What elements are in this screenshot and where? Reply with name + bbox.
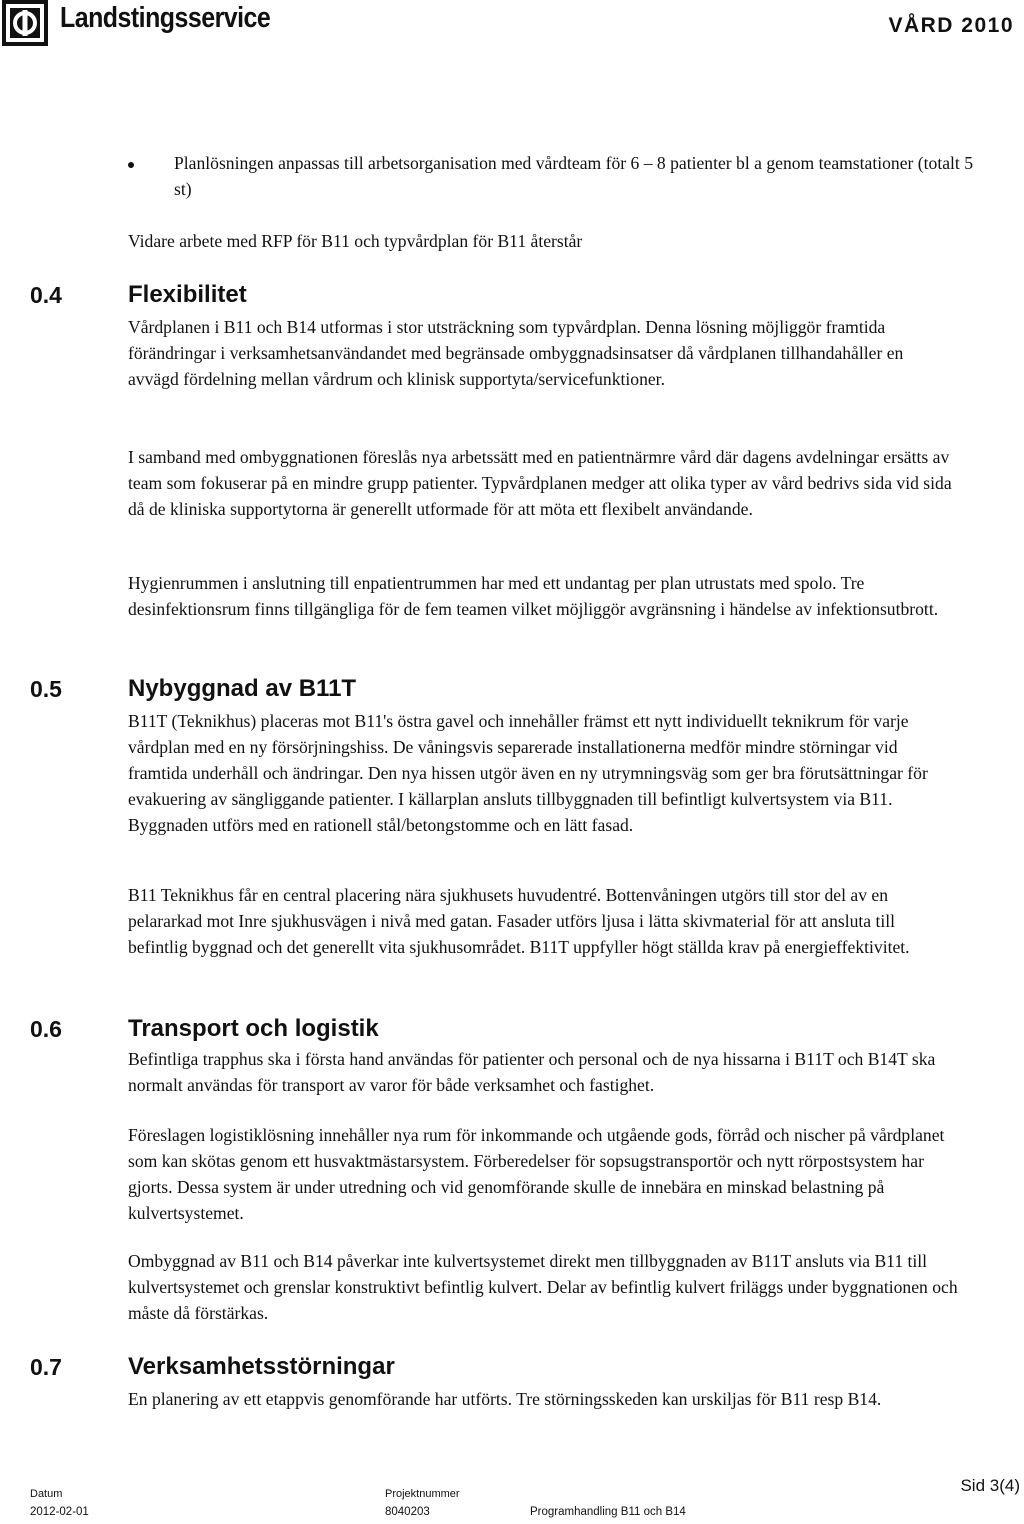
section-number: 0.7 bbox=[30, 1354, 62, 1380]
section-title: Flexibilitet bbox=[128, 281, 247, 308]
document-series-title: VÅRD 2010 bbox=[888, 14, 1014, 37]
section-paragraph: Befintliga trapphus ska i första hand användas för patienter och personal och de nya hissarna i B11T och B14T ska normalt användas för transport av varor för både verksamhet och fastighet. bbox=[128, 1049, 936, 1095]
bullet-dot-icon bbox=[128, 162, 134, 168]
brand-name: Landstingsservice bbox=[60, 2, 271, 34]
section-paragraph: Vårdplanen i B11 och B14 utformas i stor utsträckning som typvårdplan. Denna lösning möjliggör framtida förändringar i verksamhetsanvändandet med begränsade ombyggnadsinsatser då vårdplanen tillhandahåller en avvägd fördelning mellan vårdrum och klinisk supportyta/servicefunktioner. bbox=[128, 317, 904, 389]
project-number-value: 8040203 bbox=[385, 1506, 430, 1518]
section-number: 0.6 bbox=[30, 1016, 62, 1042]
landstingsservice-logo-icon bbox=[2, 0, 48, 46]
page-header bbox=[0, 0, 1024, 70]
project-number-label: Projektnummer bbox=[385, 1488, 460, 1500]
date-value: 2012-02-01 bbox=[30, 1506, 89, 1518]
section-paragraph: B11 Teknikhus får en central placering nära sjukhusets huvudentré. Bottenvåningen utgörs till stor del av en pelararkad mot Inre sjukhusvägen i nivå med gatan. Fasader utförs ljusa i lätta skivmaterial för att ansluta till befintlig byggnad och det generellt vita sjukhusområdet. B11T uppfyller högt ställda krav på energieffektivitet. bbox=[128, 885, 910, 957]
document-title: Programhandling B11 och B14 bbox=[530, 1506, 686, 1518]
section-paragraph: Föreslagen logistiklösning innehåller nya rum för inkommande och utgående gods, förråd och nischer på vårdplanet som kan skötas genom ett husvaktmästarsystem. Förberedelser för sopsugstransportör och nytt rörpostsystem har gjorts. Dessa system är under utredning och vid genomförande skulle de innebära en minskad belastning på kulvertsystemet. bbox=[128, 1125, 945, 1223]
section-title: Transport och logistik bbox=[128, 1015, 379, 1042]
section-paragraph: En planering av ett etappvis genomförande har utförts. Tre störningsskeden kan urskiljas för B11 resp B14. bbox=[128, 1389, 882, 1409]
date-label: Datum bbox=[30, 1488, 63, 1500]
section-title: Verksamhetsstörningar bbox=[128, 1353, 395, 1380]
section-paragraph: I samband med ombyggnationen föreslås nya arbetssätt med en patientnärmre vård där dagens avdelningar ersätts av team som fokuserar på en mindre grupp patienter. Typvårdplanen medger att olika typer av vård bedrivs sida vid sida då de kliniska supportytorna är generellt utformade för att möta ett flexibelt användande. bbox=[128, 447, 952, 519]
section-paragraph: Hygienrummen i anslutning till enpatientrummen har med ett undantag per plan utrustats med spolo. Tre desinfektionsrum finns tillgängliga för de fem teamen vilket möjliggör avgränsning i händelse av infektionsutbrott. bbox=[128, 573, 939, 619]
bullet-text: Planlösningen anpassas till arbetsorganisation med vårdteam för 6 – 8 patienter bl a genom teamstationer (totalt 5 st) bbox=[174, 153, 974, 199]
intro-paragraph: Vidare arbete med RFP för B11 och typvårdplan för B11 återstår bbox=[128, 231, 583, 251]
section-title: Nybyggnad av B11T bbox=[128, 675, 357, 702]
section-paragraph: Ombyggnad av B11 och B14 påverkar inte kulvertsystemet direkt men tillbyggnaden av B11T ansluts via B11 till kulvertsystemet och grenslar konstruktivt befintlig kulvert. Delar av befintlig kulvert friläggs under byggnationen och måste då förstärkas. bbox=[128, 1251, 958, 1323]
section-number: 0.5 bbox=[30, 676, 62, 702]
section-number: 0.4 bbox=[30, 282, 62, 308]
section-paragraph: B11T (Teknikhus) placeras mot B11's östra gavel och innehåller främst ett nytt individuellt teknikrum för varje vårdplan med en ny försörjningshiss. De våningsvis separerade installationerna medför mindre störningar vid framtida underhåll och ändringar. Den nya hissen utgör även en ny utrymningsväg som ger bra förutsättningar för evakuering av sängliggande patienter. I källarplan ansluts tillbyggnaden till befintligt kulvertsystem via B11. Byggnaden utförs med en rationell stål/betongstomme och en lätt fasad. bbox=[128, 711, 928, 835]
page-number: Sid 3(4) bbox=[960, 1476, 1020, 1495]
